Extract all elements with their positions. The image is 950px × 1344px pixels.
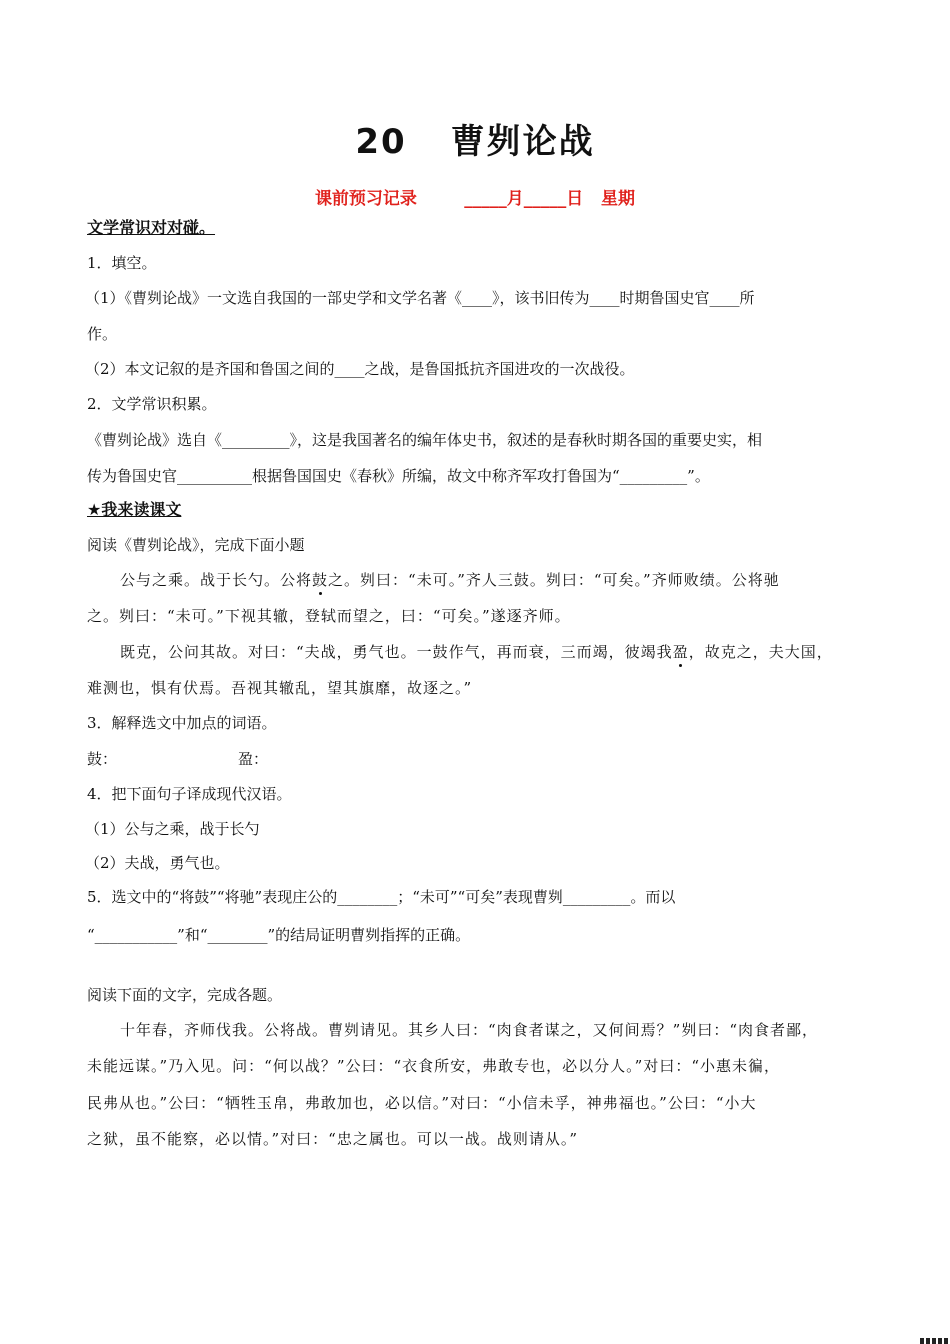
reading-intro-1: 阅读《曹刿论战》，完成下面小题: [87, 536, 305, 554]
passage-3-line-4: 之狱，虽不能察，必以情。”对曰：“忠之属也。可以一战。战则请从。”: [87, 1130, 579, 1148]
lesson-number: 20: [355, 122, 407, 162]
question-2-line-b: 传为鲁国史官__________根据鲁国国史《春秋》所编，故文中称齐军攻打鲁国为“_________”。: [87, 467, 710, 485]
question-5-line-a: 5．选文中的“将鼓”“将驰”表现庄公的________；“未可”“可矣”表现曹刿_________。而以: [87, 888, 676, 906]
lesson-title: 曹刿论战: [450, 122, 595, 162]
reading-intro-2: 阅读下面的文字，完成各题。: [87, 986, 283, 1004]
passage-2-line-1: 既克，公问其故。对曰：“夫战，勇气也。一鼓作气，再而衰，三而竭，彼竭我盈，故克之，夫大国，: [120, 643, 833, 661]
passage-2-line-2: 难测也，惧有伏焉。吾视其辙乱，望其旗靡，故逐之。”: [87, 679, 473, 697]
section-heading-read-text: ★我来读课文: [87, 500, 182, 519]
dotted-word-ying: 盈: [672, 643, 689, 661]
passage-1-line-2: 之。刿曰：“未可。”下视其辙，登轼而望之，曰：“可矣。”遂逐齐师。: [87, 607, 571, 625]
passage-3-line-3: 民弗从也。”公曰：“牺牲玉帛，弗敢加也，必以信。”对曰：“小信未孚，神弗福也。”公曰：“小大: [87, 1094, 757, 1112]
question-1-1-line-b: 作。: [87, 325, 118, 343]
question-1-1-line-a: （1）《曹刿论战》一文选自我国的一部史学和文学名著《____》，该书旧传为____时期鲁国史官____所: [85, 289, 755, 307]
question-4-1: （1）公与之乘，战于长勺: [85, 820, 260, 838]
question-1-label: 1．填空。: [87, 254, 157, 272]
dotted-word-gu: 鼓: [312, 571, 329, 589]
question-5-line-b: “___________”和“________”的结局证明曹刿指挥的正确。: [87, 926, 471, 944]
question-4-2: （2）夫战，勇气也。: [85, 854, 230, 872]
section-heading-literature: 文学常识对对碰。: [87, 218, 216, 237]
page-corner-mark: [920, 1338, 950, 1344]
page-title: [0, 114, 950, 163]
question-4: 4．把下面句子译成现代汉语。: [87, 785, 292, 803]
question-2-line-a: 《曹刿论战》选自《_________》，这是我国著名的编年体史书，叙述的是春秋时期各国的重要史实，相: [87, 431, 763, 449]
question-3-ying-answer: 盈：: [238, 750, 269, 768]
question-2-label: 2．文学常识积累。: [87, 395, 217, 413]
question-3: 3．解释选文中加点的词语。: [87, 714, 277, 732]
question-3-gu-answer: 鼓：: [87, 750, 118, 768]
question-1-2: （2）本文记叙的是齐国和鲁国之间的____之战，是鲁国抵抗齐国进攻的一次战役。: [85, 360, 635, 378]
passage-3-line-1: 十年春，齐师伐我。公将战。曹刿请见。其乡人曰：“肉食者谋之，又何间焉？”刿曰：“肉食者鄙，: [120, 1021, 819, 1039]
preview-record-line: 课前预习记录 _____月_____日 星期: [314, 189, 636, 209]
passage-3-line-2: 未能远谋。”乃入见。问：“何以战？”公曰：“衣食所安，弗敢专也，必以分人。”对曰：“小惠未徧，: [87, 1057, 781, 1075]
passage-1-line-1: 公与之乘。战于长勺。公将鼓之。刿曰：“未可。”齐人三鼓。刿曰：“可矣。”齐师败绩。公将驰: [120, 571, 780, 589]
